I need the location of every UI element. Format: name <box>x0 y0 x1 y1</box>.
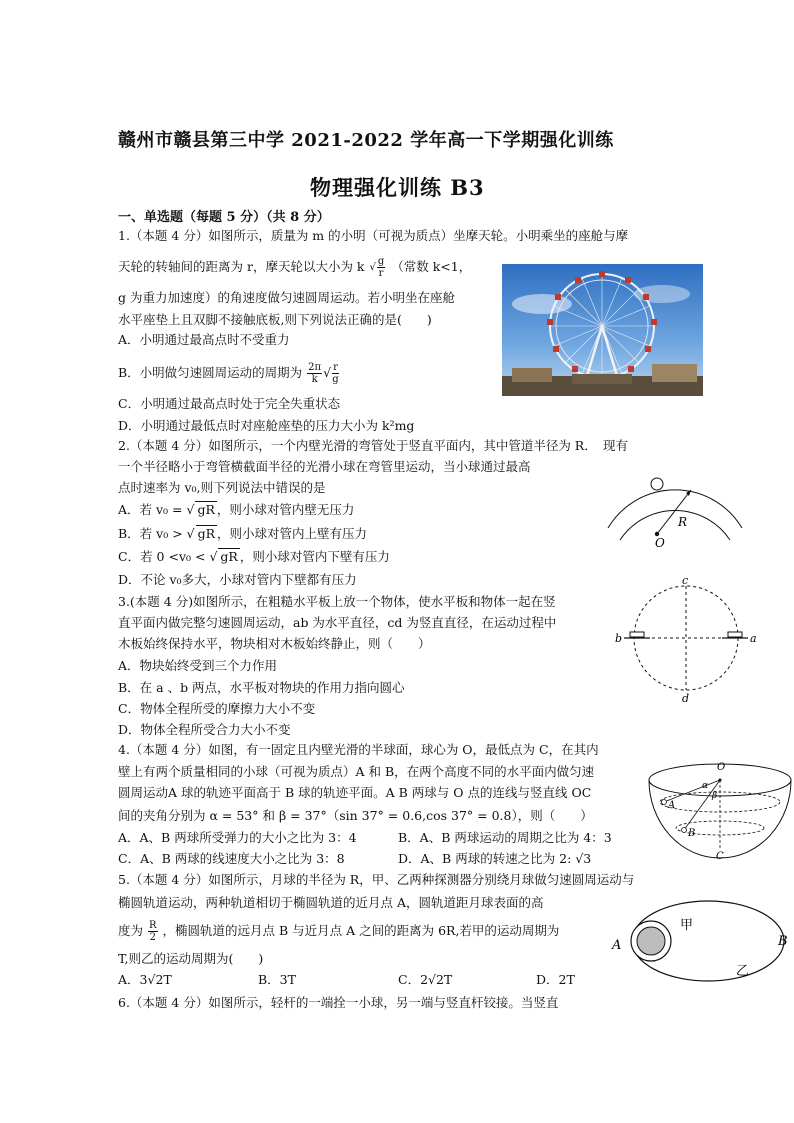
q3-line-1: 3.(本题 4 分)如图所示，在粗糙水平板上放一个物体，使水平板和物体一起在竖 <box>118 594 556 609</box>
q5-line-1: 5.（本题 4 分）如图所示，月球的半径为 R，甲、乙两种探测器分别绕月球做匀速圆周运动与 <box>118 872 635 887</box>
q2-option-b-text2: ，则小球对管内上壁有压力 <box>217 526 368 541</box>
q4-label-A: A <box>668 800 676 811</box>
q5-height-fraction <box>148 920 158 943</box>
q2-label-O: O <box>655 536 665 548</box>
q2-label-R: R <box>678 515 688 529</box>
q4-line-4: 间的夹角分别为 α = 53° 和 β = 37°（sin 37° = 0.6,cos 37° = 0.8），则（ ） <box>118 808 593 823</box>
q4-option-b[interactable]: B．A、B 两球运动的周期之比为 4：3 <box>398 830 612 845</box>
q5-line-3 <box>118 920 559 943</box>
q5-option-b[interactable]: B．3T <box>258 972 296 987</box>
q4-line-3: 圆周运动A 球的轨迹平面高于 B 球的轨迹平面。A B 两球与 O 点的连线与竖直线 OC <box>118 785 592 800</box>
q5-line-4: T,则乙的运动周期为( ) <box>118 951 264 966</box>
q3-option-a[interactable]: A．物块始终受到三个力作用 <box>118 658 278 673</box>
q5-line-3a: 度为 <box>118 923 144 938</box>
q2-option-c-text2: ，则小球对管内下壁有压力 <box>239 549 390 564</box>
q2-option-b[interactable]: B．若 v₀ > √ gR ，则小球对管内上壁有压力 <box>118 526 368 541</box>
q2-option-c-text1: C．若 0 <v₀ < <box>118 549 210 564</box>
q4-label-alpha: α <box>702 781 709 791</box>
q5-option-a[interactable]: A．3√2T <box>118 972 172 987</box>
q3-option-d[interactable]: D．物体全程所受合力大小不变 <box>118 722 291 737</box>
q1-line-2b: （常数 k<1， <box>391 259 472 274</box>
q2-option-a-text1: A．若 v₀ = <box>118 502 187 517</box>
q4-option-d[interactable]: D．A、B 两球的转速之比为 2: √3 <box>398 851 592 866</box>
q5-frac-den: 2 <box>149 932 156 943</box>
q1-line-2a: 天轮的转轴间的距离为 r，摩天轮以大小为 k <box>118 259 365 274</box>
q2-line-2: 一个半径略小于弯管横截面半径的光滑小球在弯管里运动，当小球通过最高 <box>118 459 531 474</box>
q4-label-C: C <box>716 851 724 862</box>
q1-line-2 <box>118 256 471 279</box>
q4-label-O: O <box>717 762 726 773</box>
ferris-wheel-photo <box>502 264 703 396</box>
q5-option-d[interactable]: D．2T <box>536 972 575 987</box>
q1-option-c[interactable]: C．小明通过最高点时处于完全失重状态 <box>118 396 341 411</box>
q3-line-3: 木板始终保持水平，物块相对木板始终静止，则（ ） <box>118 636 431 651</box>
q6-line-1: 6.（本题 4 分）如图所示，轻杆的一端拴一小球，另一端与竖直杆铰接。当竖直 <box>118 995 559 1010</box>
q4-option-c[interactable]: C．A、B 两球的线速度大小之比为 3：8 <box>118 851 345 866</box>
q3-circle-diagram <box>612 574 762 706</box>
q3-label-d: d <box>682 692 690 705</box>
q2-option-d[interactable]: D．不论 v₀多大，小球对管内下壁都有压力 <box>118 572 357 587</box>
q1-option-b[interactable]: B．小明做匀速圆周运动的周期为 $\frac{2\pi}{k}√$ $\frac{r}{g}$ <box>118 362 339 385</box>
q2-option-b-text1: B．若 v₀ > <box>118 526 187 541</box>
q5-label-yi: 乙 <box>736 964 750 979</box>
q5-orbit-diagram <box>604 895 794 985</box>
q2-option-c-sqrt: gR <box>220 549 238 564</box>
school-title: 赣州市赣县第三中学 2021-2022 学年高一下学期强化训练 <box>118 130 614 151</box>
q1-period-formula: $\frac{2\pi}{k}$ <box>308 362 322 385</box>
q2-option-b-sqrt: gR <box>197 526 216 541</box>
q5-line-2: 椭圆轨道运动，两种轨道相切于椭圆轨道的近月点 A，圆轨道距月球表面的高 <box>118 895 544 910</box>
section-title: 一、单选题（每题 5 分）（共 8 分） <box>118 210 330 225</box>
q1-option-d[interactable]: D．小明通过最低点时对座舱座垫的压力大小为 k²mg <box>118 418 415 433</box>
q2-pipe-diagram <box>600 468 750 548</box>
paper-title: 物理强化训练 B3 <box>310 175 485 200</box>
q2-line-1: 2.（本题 4 分）如图所示，一个内壁光滑的弯管处于竖直平面内，其中管道半径为 R． 现有 <box>118 438 628 453</box>
q5-label-B: B <box>778 934 788 949</box>
q5-label-A: A <box>612 938 622 953</box>
q1-line-3: g 为重力加速度）的角速度做匀速圆周运动。若小明坐在座舱 <box>118 290 455 305</box>
q1-option-b-text: B．小明做匀速圆周运动的周期为 <box>118 365 303 380</box>
q2-option-a[interactable]: A．若 v₀ = √ gR ，则小球对管内壁无压力 <box>118 502 355 517</box>
q3-line-2: 直平面内做完整匀速圆周运动，ab 为水平直径，cd 为竖直直径，在运动过程中 <box>118 615 557 630</box>
q1-line-1: 1.（本题 4 分）如图所示，质量为 m 的小明（可视为质点）坐摩天轮。小明乘坐的座舱与摩 <box>118 228 629 243</box>
q3-label-b: b <box>615 632 623 645</box>
q5-option-c[interactable]: C．2√2T <box>398 972 453 987</box>
q4-label-beta: β <box>712 791 718 801</box>
q5-label-jia: 甲 <box>680 918 694 933</box>
q4-hemisphere-diagram <box>646 758 794 862</box>
q2-option-a-sqrt: gR <box>197 502 215 517</box>
q5-line-3b: ，椭圆轨道的远月点 B 与近月点 A 之间的距离为 6R,若甲的运动周期为 <box>162 923 560 938</box>
q1-omega-formula: √ $\frac{g}{r}$ <box>369 256 385 279</box>
q1-line-4: 水平座垫上且双脚不接触底板,则下列说法正确的是( ) <box>118 312 432 327</box>
q2-line-3: 点时速率为 v₀,则下列说法中错误的是 <box>118 480 326 495</box>
q4-option-a[interactable]: A．A、B 两球所受弹力的大小之比为 3：4 <box>118 830 357 845</box>
q1-option-a[interactable]: A．小明通过最高点时不受重力 <box>118 332 290 347</box>
q4-line-1: 4.（本题 4 分）如图，有一固定且内壁光滑的半球面，球心为 O，最低点为 C，在其内 <box>118 742 599 757</box>
q3-label-c: c <box>682 574 689 587</box>
q4-label-B: B <box>688 828 696 839</box>
q2-option-a-text2: ，则小球对管内壁无压力 <box>216 502 355 517</box>
q4-line-2: 壁上有两个质量相同的小球（可视为质点）A 和 B，在两个高度不同的水平面内做匀速 <box>118 764 595 779</box>
q3-label-a: a <box>750 632 757 645</box>
q2-option-c[interactable]: C．若 0 <v₀ < √ gR ，则小球对管内下壁有压力 <box>118 549 390 564</box>
q3-option-b[interactable]: B．在 a 、b 两点，水平板对物块的作用力指向圆心 <box>118 680 405 695</box>
q3-option-c[interactable]: C．物体全程所受的摩擦力大小不变 <box>118 701 316 716</box>
q5-frac-num: R <box>149 920 157 931</box>
